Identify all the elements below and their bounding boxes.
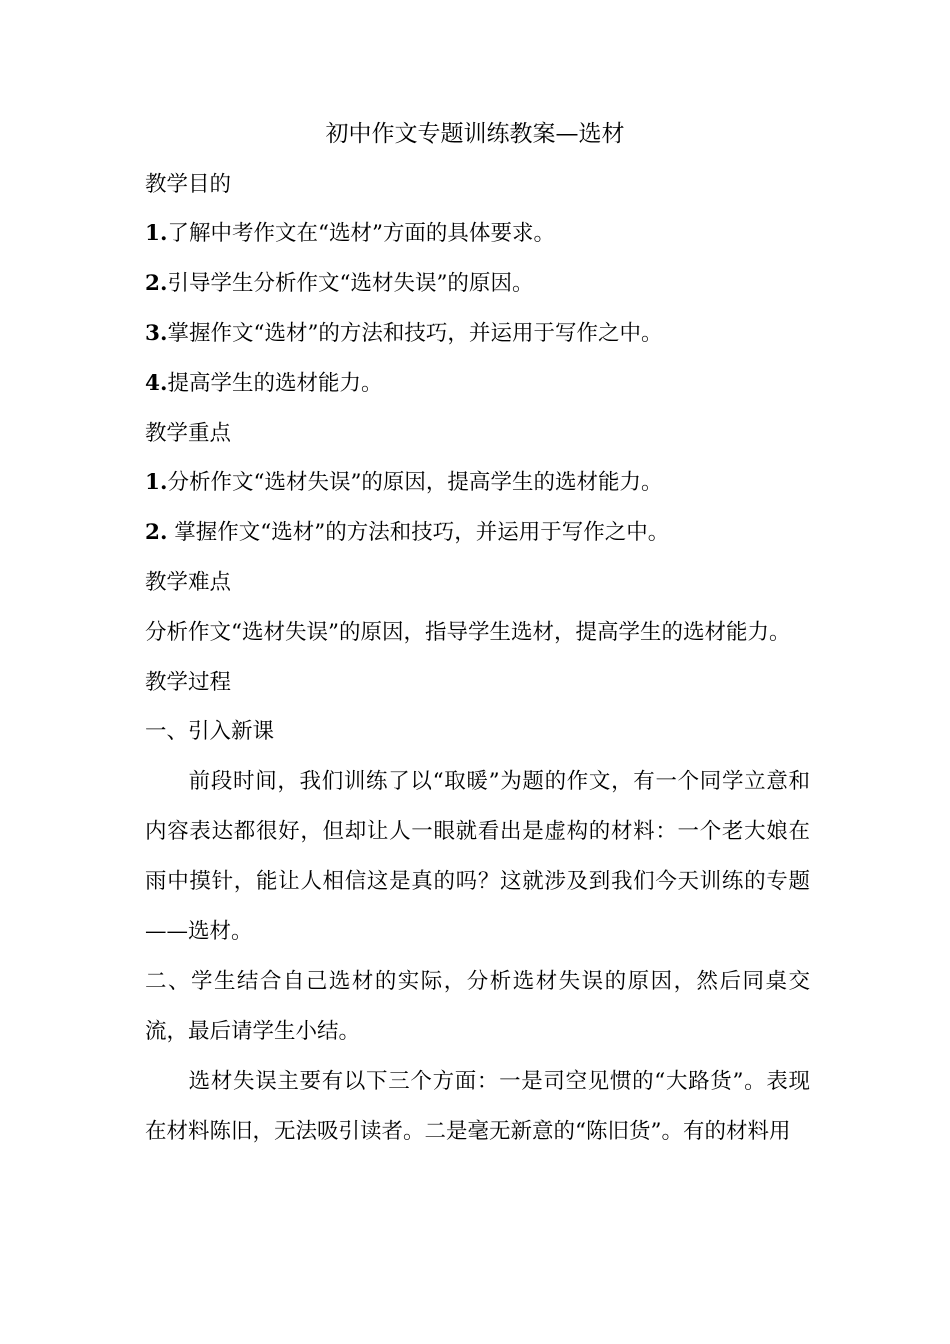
key-point-number-2: 2.	[145, 520, 168, 545]
objective-number-3: 3.	[145, 321, 168, 346]
objective-number-4: 4.	[145, 371, 168, 396]
section-1-heading: 一、引入新课	[145, 719, 275, 744]
objective-item-1	[145, 214, 555, 254]
objective-text-4: 提高学生的选材能力。	[167, 371, 383, 396]
objective-item-2	[145, 264, 533, 304]
key-point-item-1	[145, 463, 662, 503]
difficulty-heading: 教学难点	[145, 570, 232, 595]
objective-text-3: 掌握作文“选材”的方法和技巧，并运用于写作之中。	[167, 321, 663, 346]
key-point-number-1: 1.	[145, 470, 168, 495]
objective-text-2: 引导学生分析作文“选材失误”的原因。	[167, 271, 534, 296]
section-2-paragraph-text: 选材失误主要有以下三个方面：一是司空见惯的“大路货”。表现在材料陈旧，无法吸引读者。二是毫无新意的“陈旧货”。有的材料用	[145, 1069, 810, 1144]
process-heading: 教学过程	[145, 670, 232, 695]
objective-item-4	[145, 364, 382, 404]
key-point-text-2: 掌握作文“选材”的方法和技巧，并运用于写作之中。	[167, 520, 670, 545]
objective-number-2: 2.	[145, 271, 168, 296]
section-2-heading: 二、学生结合自己选材的实际，分析选材失误的原因，然后同桌交流，最后请学生小结。	[145, 969, 810, 1044]
objective-text-1: 了解中考作文在“选材”方面的具体要求。	[167, 221, 555, 246]
document-title: 初中作文专题训练教案—选材	[325, 121, 625, 147]
key-points-heading: 教学重点	[145, 421, 232, 446]
key-point-text-1: 分析作文“选材失误”的原因，提高学生的选材能力。	[167, 470, 663, 495]
objectives-heading: 教学目的	[145, 172, 232, 197]
section-1-paragraph-text: 前段时间，我们训练了以“取暖”为题的作文，有一个同学立意和内容表达都很好，但却让人一眼就看出是虚构的材料：一个老大娘在雨中摸针，能让人相信这是真的吗？这就涉及到我们今天训练的专题——选材。	[145, 769, 810, 944]
difficulty-text: 分析作文“选材失误”的原因，指导学生选材，提高学生的选材能力。	[145, 620, 791, 645]
objective-item-3	[145, 314, 662, 354]
section-2-paragraph	[145, 1057, 810, 1157]
key-point-item-2	[145, 513, 669, 553]
section-1-paragraph	[145, 757, 810, 957]
objective-number-1: 1.	[145, 221, 168, 246]
